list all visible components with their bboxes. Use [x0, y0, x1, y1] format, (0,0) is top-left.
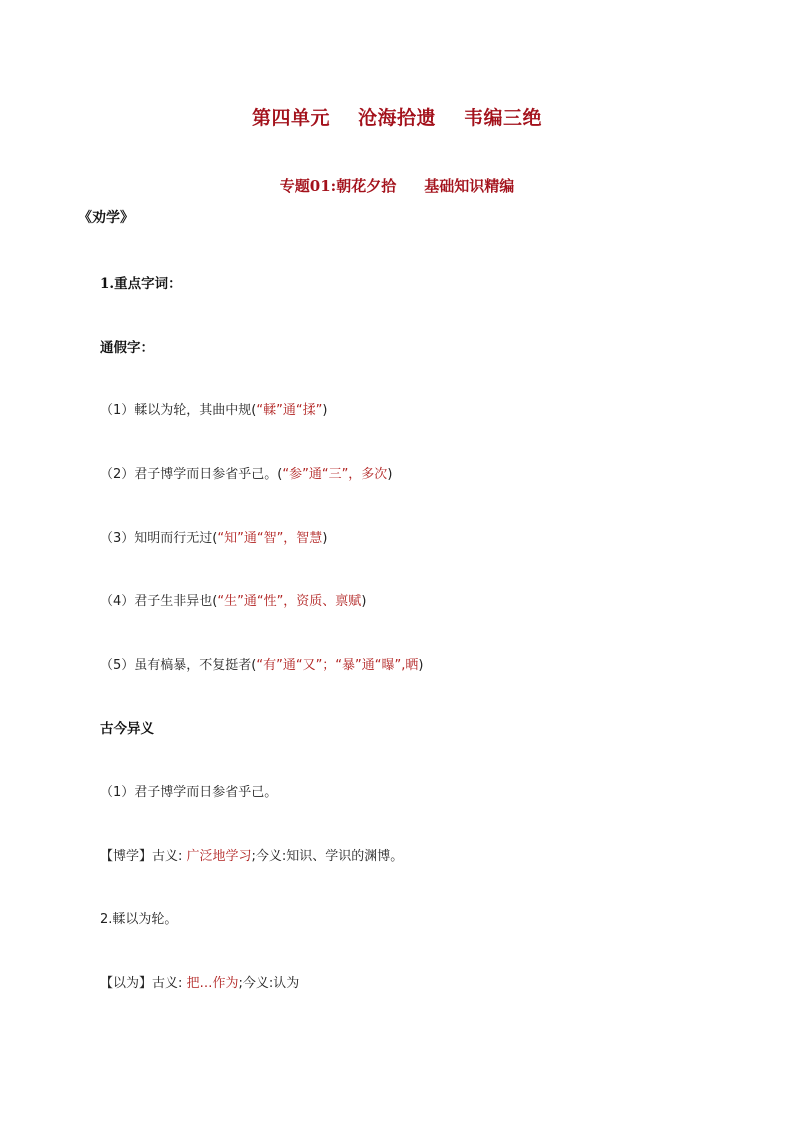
item-label: （1） [100, 403, 135, 418]
tongjia-item-3 [100, 527, 327, 546]
item-text: 君子生非异也( [134, 594, 218, 609]
tongjia-item-5 [100, 654, 423, 673]
term-label: 【以为】 [100, 976, 153, 991]
item-label: （3） [100, 531, 135, 546]
section-heading: 《劝学》 [78, 210, 134, 226]
gujin-sentence-1: （1）君子博学而日参省乎己。 [100, 785, 278, 800]
ancient-meaning-value: 广泛地学习 [186, 849, 252, 864]
gujin-sentence-2: 2.輮以为轮。 [100, 912, 178, 927]
modern-meaning: ;今义:知识、学识的渊博。 [251, 849, 404, 864]
item-close: ) [361, 594, 367, 609]
ancient-meaning-label: 古义: [152, 976, 187, 991]
tongjia-item-1 [100, 399, 327, 418]
tongjia-heading: 通假字： [100, 340, 154, 356]
item-note: “輮”通“揉” [256, 403, 323, 418]
unit-title-part2: 沧海拾遗 [357, 107, 436, 129]
unit-title-part1: 第四单元 [251, 107, 330, 129]
item-close: ) [418, 658, 424, 673]
item-text: 知明而行无过( [134, 531, 218, 546]
topic-subtitle-part1: 专题01:朝花夕拾 [279, 177, 397, 195]
yiwei-definition [100, 972, 299, 991]
item-note: “有”通“又”；“暴”通“曝”,晒 [256, 658, 419, 673]
item-text: 輮以为轮，其曲中规( [134, 403, 257, 418]
item-note: “参”通“三”，多次 [282, 467, 388, 482]
key-words-heading: 1.重点字词： [100, 276, 182, 292]
topic-subtitle-part2: 基础知识精编 [424, 177, 515, 195]
topic-subtitle [0, 175, 794, 196]
term-label: 【博学】 [100, 849, 153, 864]
item-text: 虽有槁暴，不复挺者( [134, 658, 257, 673]
modern-meaning: ;今义:认为 [238, 976, 300, 991]
item-label: （4） [100, 594, 135, 609]
boxue-definition [100, 845, 403, 864]
item-close: ) [322, 403, 328, 418]
item-text: 君子博学而日参省乎己。( [134, 467, 283, 482]
item-close: ) [387, 467, 393, 482]
unit-title-part3: 韦编三绝 [464, 107, 543, 129]
gujin-heading: 古今异义 [100, 721, 154, 737]
ancient-meaning-value: 把…作为 [186, 976, 239, 991]
unit-title [0, 103, 794, 130]
item-label: （5） [100, 658, 135, 673]
tongjia-item-4 [100, 590, 366, 609]
item-note: “生”通“性”，资质、禀赋 [217, 594, 362, 609]
tongjia-item-2 [100, 463, 392, 482]
item-close: ) [322, 531, 328, 546]
item-note: “知”通“智”，智慧 [217, 531, 323, 546]
ancient-meaning-label: 古义: [152, 849, 187, 864]
item-label: （2） [100, 467, 135, 482]
